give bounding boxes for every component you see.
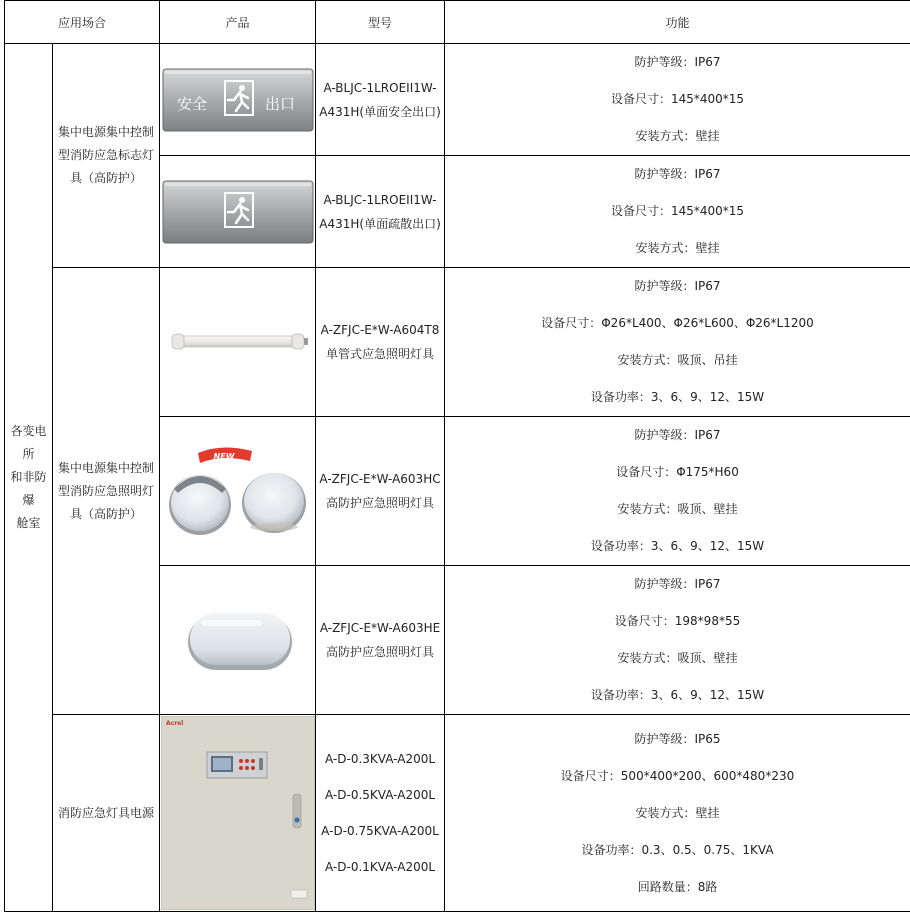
model-cell	[316, 417, 445, 566]
scene-line: 和非防爆	[5, 466, 52, 512]
model-line: A-ZFJC-E*W-A603HE	[319, 616, 441, 640]
exit-sign-safe-exit-image	[162, 67, 314, 133]
round-light-image	[162, 441, 314, 541]
table-row	[5, 715, 910, 912]
function-line: 防护等级：IP67	[445, 156, 910, 193]
header-function: 功能	[445, 1, 910, 44]
tube-light-image	[162, 322, 314, 362]
model-line: 高防护应急照明灯具	[319, 491, 441, 515]
sign-text-right: 出口	[265, 95, 295, 113]
function-line: 安装方式：壁挂	[445, 230, 910, 267]
function-cell	[445, 715, 910, 912]
group-line: 集中电源集中控制	[55, 457, 157, 480]
function-line: 设备功率：3、6、9、12、15W	[445, 677, 910, 714]
function-line: 设备尺寸：Φ26*L400、Φ26*L600、Φ26*L1200	[445, 305, 910, 342]
product-cell	[160, 417, 316, 566]
exit-sign-evacuation-image	[162, 179, 314, 245]
table-row	[5, 44, 910, 156]
oval-light-image	[162, 600, 314, 680]
scene-line: 各变电所	[5, 420, 52, 466]
function-line: 设备尺寸：198*98*55	[445, 603, 910, 640]
new-badge-text: NEW	[213, 452, 235, 461]
group-line: 集中电源集中控制	[55, 121, 157, 144]
scene-line: 舱室	[5, 512, 52, 535]
new-badge	[198, 447, 252, 463]
table-row	[5, 268, 910, 417]
function-line: 设备尺寸：145*400*15	[445, 193, 910, 230]
product-table	[4, 0, 910, 912]
function-cell	[445, 156, 910, 268]
scene-cell	[5, 44, 53, 912]
function-line: 防护等级：IP65	[445, 721, 910, 758]
product-cell	[160, 566, 316, 715]
header-model: 型号	[316, 1, 445, 44]
model-line: A-BLJC-1LROEII1W-	[319, 188, 441, 212]
group-line: 消防应急灯具电源	[55, 802, 157, 825]
model-cell	[316, 44, 445, 156]
group-cell-sign	[53, 44, 160, 268]
function-line: 安装方式：壁挂	[445, 795, 910, 832]
group-cell-power	[53, 715, 160, 912]
model-line: A-ZFJC-E*W-A604T8	[319, 318, 441, 342]
product-cell	[160, 715, 316, 912]
function-line: 安装方式：吸顶、吊挂	[445, 342, 910, 379]
brand-logo: Acrel	[166, 720, 183, 727]
model-line: A-ZFJC-E*W-A603HC	[319, 467, 441, 491]
function-line: 防护等级：IP67	[445, 44, 910, 81]
function-line: 设备尺寸：500*400*200、600*480*230	[445, 758, 910, 795]
header-row	[5, 1, 910, 44]
function-cell	[445, 566, 910, 715]
model-cell	[316, 156, 445, 268]
function-line: 安装方式：吸顶、壁挂	[445, 491, 910, 528]
model-line: 高防护应急照明灯具	[319, 640, 441, 664]
function-cell	[445, 268, 910, 417]
model-line: A431H(单面安全出口)	[319, 100, 441, 124]
function-line: 设备尺寸：145*400*15	[445, 81, 910, 118]
function-line: 安装方式：吸顶、壁挂	[445, 640, 910, 677]
model-line: 单管式应急照明灯具	[319, 342, 441, 366]
group-line: 型消防应急照明灯	[55, 480, 157, 503]
model-cell	[316, 268, 445, 417]
function-cell	[445, 44, 910, 156]
function-cell	[445, 417, 910, 566]
function-line: 防护等级：IP67	[445, 566, 910, 603]
group-line: 型消防应急标志灯	[55, 144, 157, 167]
function-line: 防护等级：IP67	[445, 417, 910, 454]
function-line: 回路数量：8路	[445, 869, 910, 906]
model-cell	[316, 715, 445, 912]
function-line: 设备尺寸：Φ175*H60	[445, 454, 910, 491]
function-line: 设备功率：3、6、9、12、15W	[445, 528, 910, 565]
group-line: 具（高防护）	[55, 503, 157, 526]
header-scene: 应用场合	[5, 1, 160, 44]
product-cell	[160, 268, 316, 417]
product-cell	[160, 156, 316, 268]
header-product: 产品	[160, 1, 316, 44]
function-line: 设备功率：0.3、0.5、0.75、1KVA	[445, 832, 910, 869]
model-cell	[316, 566, 445, 715]
group-cell-lighting	[53, 268, 160, 715]
model-line: A-D-0.5KVA-A200L	[319, 777, 441, 813]
model-line: A-BLJC-1LROEII1W-	[319, 76, 441, 100]
sign-text-left: 安全	[177, 95, 207, 113]
power-cabinet-image	[161, 716, 315, 910]
model-line: A-D-0.3KVA-A200L	[319, 741, 441, 777]
group-line: 具（高防护）	[55, 167, 157, 190]
function-line: 设备功率：3、6、9、12、15W	[445, 379, 910, 416]
model-line: A-D-0.1KVA-A200L	[319, 849, 441, 885]
model-line: A-D-0.75KVA-A200L	[319, 813, 441, 849]
model-line: A431H(单面疏散出口)	[319, 212, 441, 236]
function-line: 防护等级：IP67	[445, 268, 910, 305]
product-cell	[160, 44, 316, 156]
function-line: 安装方式：壁挂	[445, 118, 910, 155]
